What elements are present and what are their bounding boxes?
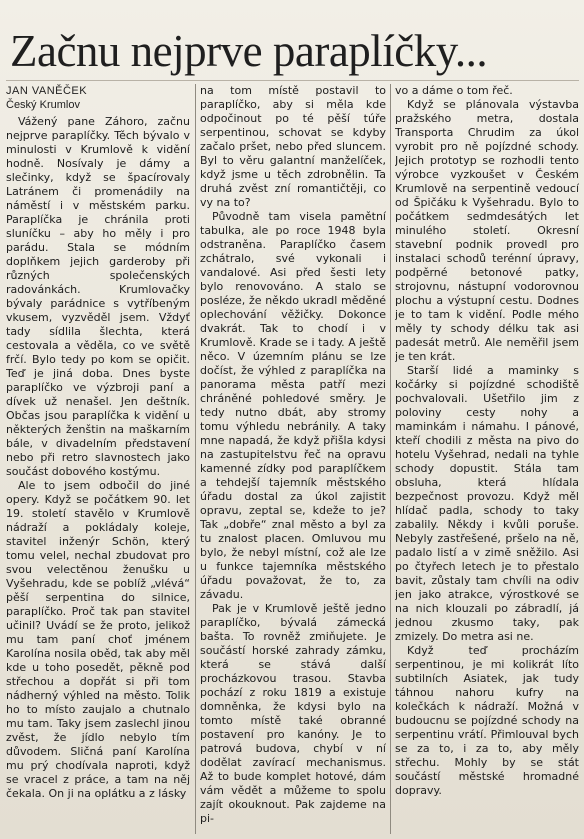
article-column-1: [6, 115, 190, 839]
column-divider-2: [390, 84, 391, 834]
paragraph: Ale to jsem odbočil do jiné opery. Když se počátkem 90. let 19. století stavělo v Krumlově nádraží a pokládaly koleje, stavitel inženýr Schön, který tomu velel, nechal zbudovat pro svou velectěnou ženušku u Vyšehradu, kde se poblíž „vlévá“ pěší serpentina do silnice, paraplíčko. Proč tak pan stavitel učinil? Uvádí se že proto, jelikož mu tam paní choť jménem Karolína nosila oběd, tak aby měl kde u toho posedět, pěkně pod střechou a dopřát si při tom nádherný výhled na město. Tolik ho to místo zaujalo a chutnalo mu tam. Taky jsem zaslechl jinou zvěst, že jídlo nebylo tím důvodem. Sličná paní Karolína mu prý chodívala naproti, když se vracel z práce, a tam na něj čekala. On ji na oplátku a z lásky: [6, 479, 190, 800]
paragraph: Starší lidé a maminky s kočárky si pojízdné schodiště pochvalovali. Ušetřilo jim z poloviny cesty nohy a maminkám i námahu. I pánové, kteří chodili z města na pivo do hotelu Vyšehrad, nedali na tyhle schody dopustit. Stála tam obsluha, která hlídala bezpečnost provozu. Když měl hlídač padla, schody to taky zabalily. Někdy i kvůli poruše. Nebyly zastřešené, pršelo na ně, padalo listí a v zimě sněžilo. Asi po čtyřech letech je to přestalo bavit, zůstaly tam chvíli na odiv jen jako atrakce, výrostkové se na nich klouzali po zábradlí, já jednou zkusmo taky, pak zmizely. Do metra asi ne.: [395, 364, 579, 643]
paragraph: Když se plánovala výstavba pražského metra, dostala Transporta Chrudim za úkol vyrobit pro ně pojízdné schody. Jejich prototyp se rozhodli tento výrobce vyzkoušet v Českém Krumlově na serpentině vedoucí od Špičáku k Vyšehradu. Bylo to počátkem sedmdesátých let minulého století. Okresní stavební podnik provedl pro instalaci schodů terénní úpravy, podpěrné betonové patky, strojovnu, nástupní vodorovnou plochu a výstupní cestu. Dodnes je to tam k vidění. Podle mého měly ty schody délku tak asi padesát metrů. Ale neměřil jsem je ten krát.: [395, 98, 579, 363]
byline: [6, 84, 186, 112]
author-location: Český Krumlov: [6, 99, 80, 111]
paragraph: na tom místě postavil to paraplíčko, aby si měla kde odpočinout po té pěší túře serpentinou, schovat se kdyby začalo pršet, nebo před sluncem. Byl to věru galantní manželíček, když jsme u těch zdrobnělin. Ta druhá zvěst zní romantičtěji, co vy na to?: [200, 84, 386, 209]
paragraph: vo a dáme o tom řeč.: [395, 84, 513, 97]
headline-divider: [6, 80, 579, 81]
article-column-3: [395, 84, 579, 839]
author-name: JAN VANĚČEK: [6, 85, 88, 97]
article-column-2: [200, 84, 386, 839]
paragraph: Když teď procházím serpentinou, je mi kolikrát líto subtilních Asiatek, jak tudy táhnou nahoru kufry na kolečkách k nádraží. Možná v budoucnu se pojízdné schody na serpentinu vrátí. Přimlouval bych se za to, i za to, aby měly střechu. Mohly by se stát součástí městské hromadné dopravy.: [395, 644, 579, 797]
column-divider-1: [195, 84, 196, 834]
paragraph: Původně tam visela pamětní tabulka, ale po roce 1948 byla odstraněna. Paraplíčko časem zchátralo, své vykonali i vandalové. Asi před šesti lety bylo renovováno. A stalo se posléze, že někdo ukradl měděné oplechování věžičky. Dokonce dvakrát. Tak to chodí i v Krumlově. Krade se i tady. A ještě něco. V územním plánu se lze dočíst, že výhled z paraplíčka na panorama města patří mezi chráněné pohledové směry. Je tedy nutno dbát, aby stromy tomu výhledu nebránily. A taky mne napadá, že když přišla kdysi na zastupitelstvu řeč na opravu kamenné zídky pod paraplíčkem a tehdejší tajemník městského úřadu dostal za úkol zajistit opravu, zeptal se, kdeže to je? Tak „dobře“ znal město a byl za tu znalost placen. Omluvou mu bylo, že nebyl místní, což ale lze u funkce tajemníka městského úřadu považovat, že to, za závadu.: [200, 210, 386, 601]
paragraph: Vážený pane Záhoro, začnu nejprve paraplíčky. Těch bývalo v minulosti v Krumlově k vidění hodně. Nosívaly je dámy a slečinky, když se špacírovaly Latránem či promenádily na náměstí i v městském parku. Paraplíčka je chránila proti sluníčku – aby ho měly i pro parádu. Stala se módním doplňkem jejich garderoby při různých společenských radovánkách. Krumlovačky bývaly parádnice s vytříbeným vkusem, vyzvěděl jsem. Vždyť tady sídlila šlechta, která cestovala a věděla, co ve světě frčí. Bylo tedy po kom se opičit. Teď je jiná doba. Dnes byste paraplíčko ve výzbroji paní a dívek už nenašel. Jen deštník. Občas jsou paraplíčka k vidění u některých ženštin na maškarním bále, v divadelním představení nebo při retro slavnostech jako součást dobového kostýmu.: [6, 115, 190, 478]
article-headline: Začnu nejprve paraplíčky...: [10, 26, 488, 76]
paragraph: Pak je v Krumlově ještě jedno paraplíčko, bývalá zámecká bašta. To rovněž zmiňujete. Je součástí horské zahrady zámku, která se stává další procházkovou trasou. Stavba pochází z roku 1819 a existuje domněnka, že kdysi bylo na tomto místě také obranné postavení pro kanóny. Je to patrová budova, chybí v ní dodělat zavírací mechanismus. Až to bude komplet hotové, dám vám vědět a můžeme to spolu zajít okouknout. Pak zajdeme na pi-: [200, 602, 386, 825]
